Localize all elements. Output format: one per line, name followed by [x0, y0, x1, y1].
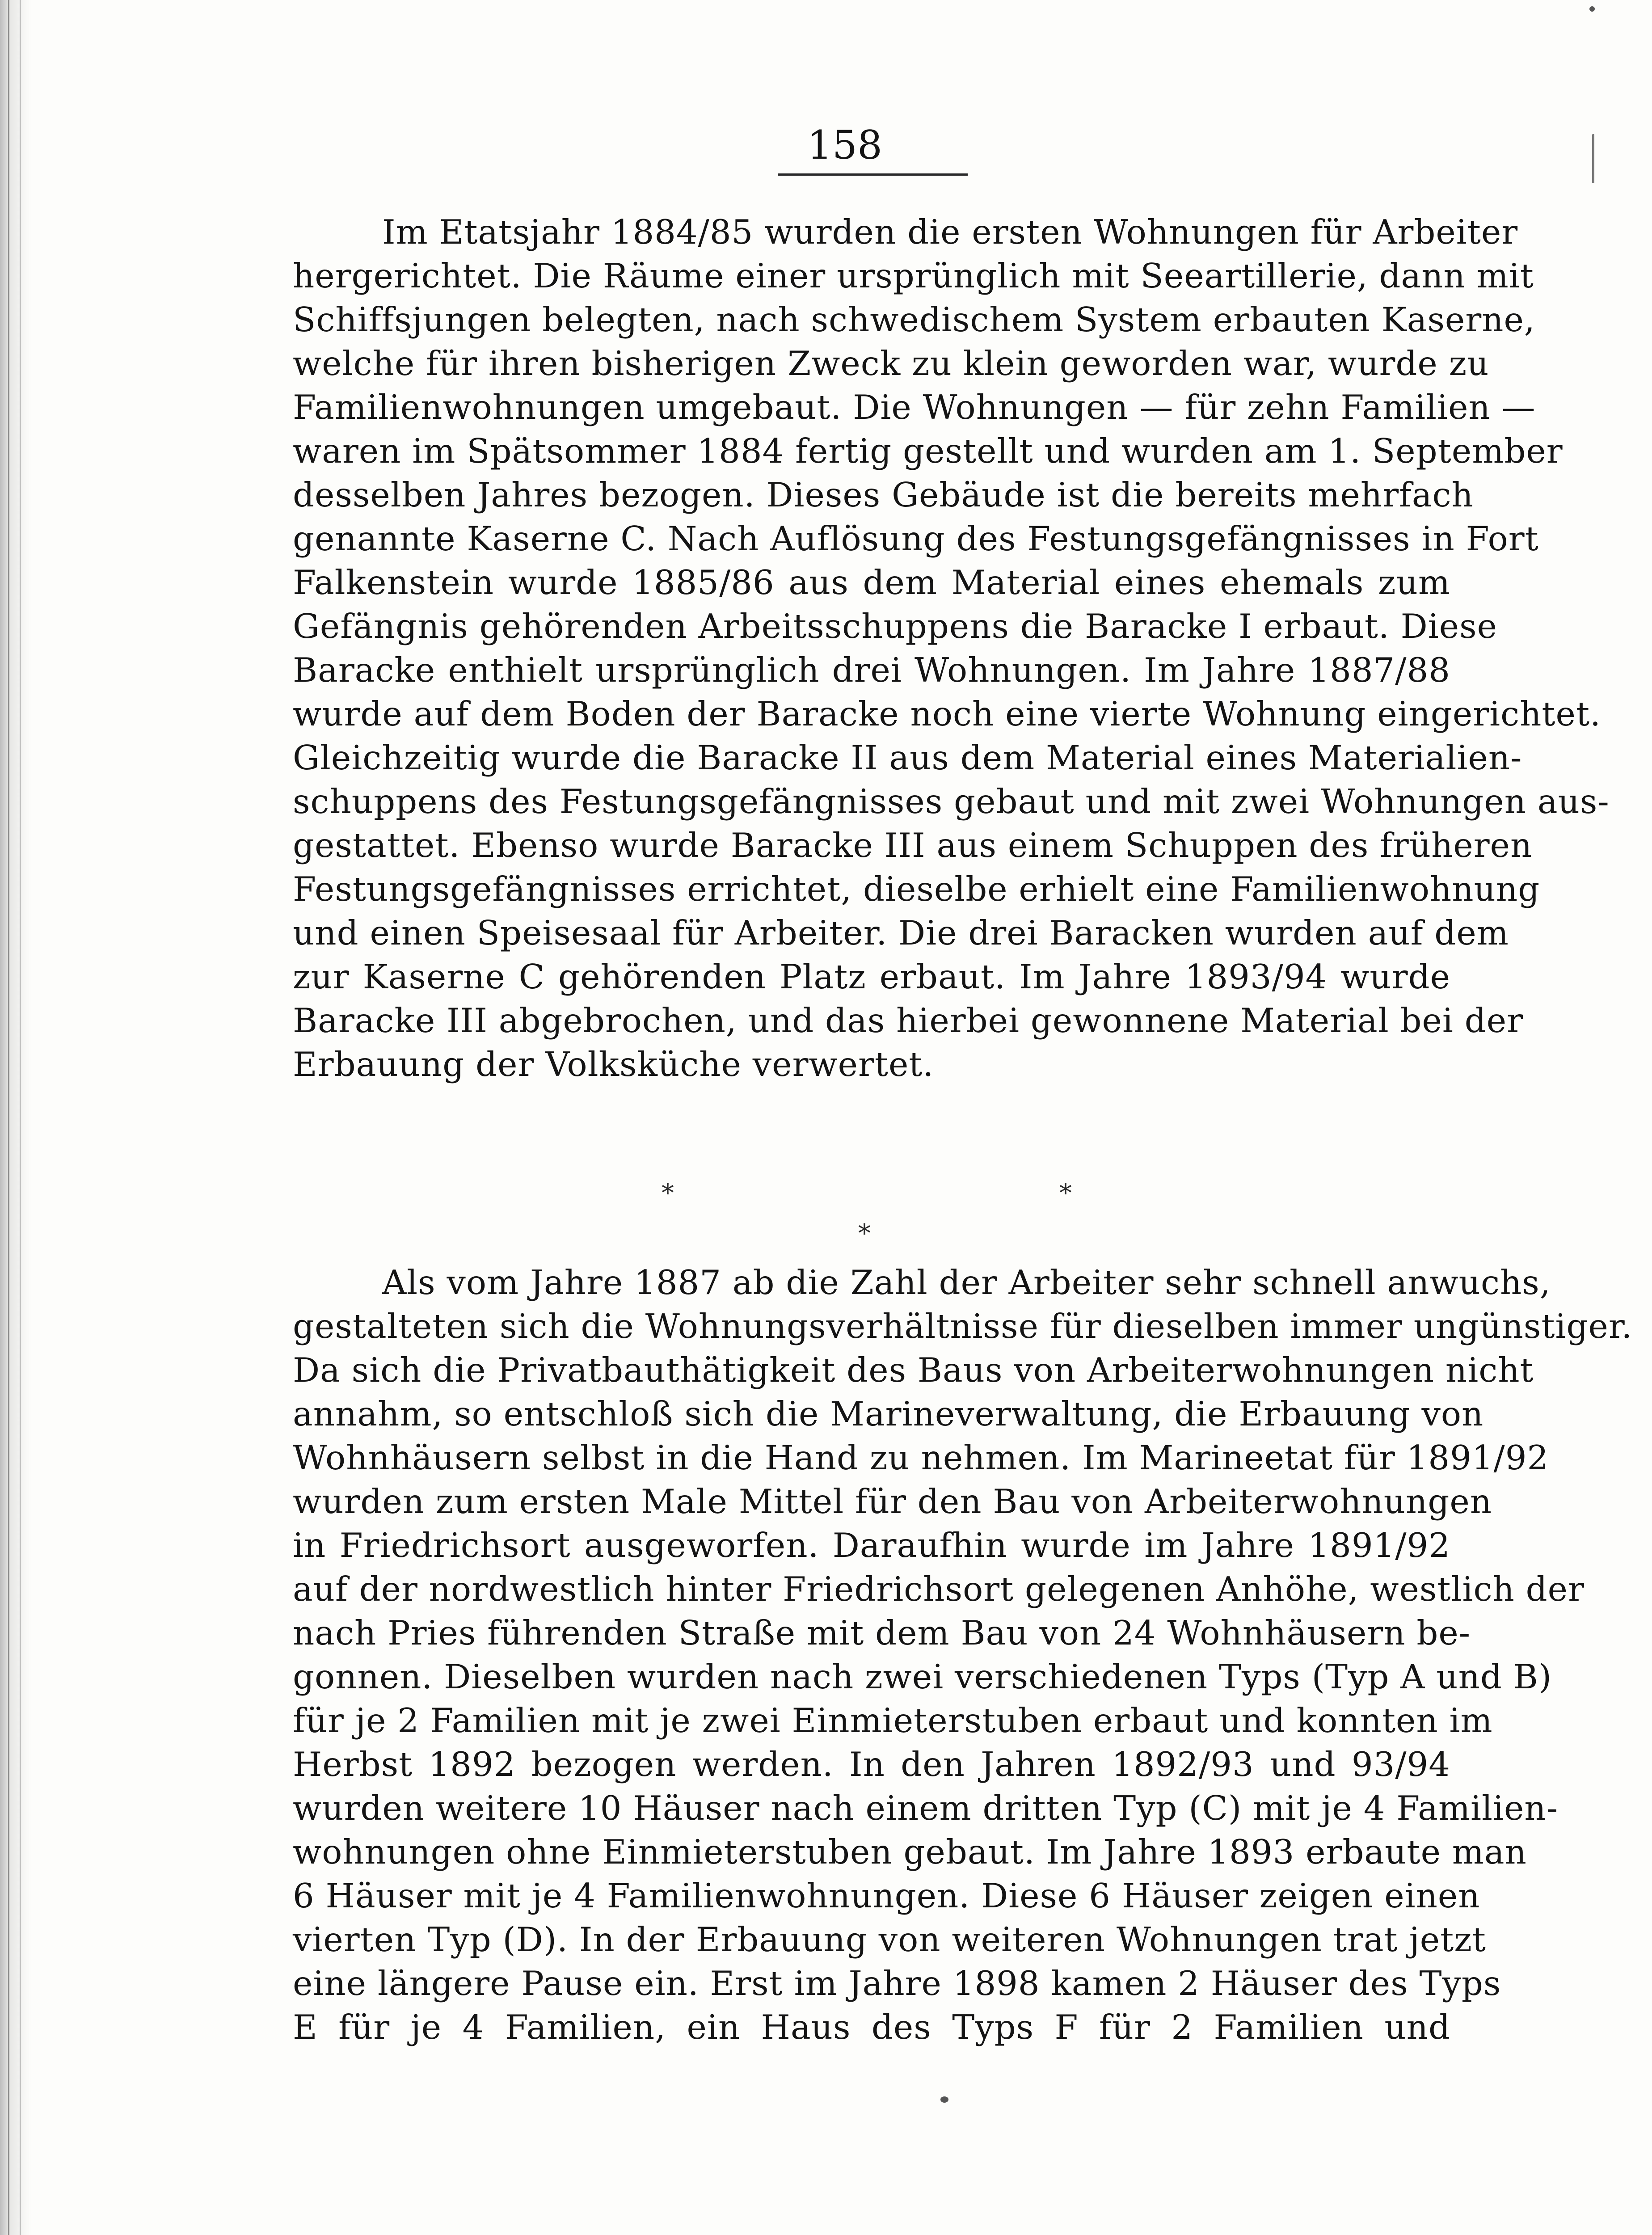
text-line: gestattet. Ebenso wurde Baracke III aus einem Schuppen des früheren: [293, 826, 1533, 865]
text-line: Baracke III abgebrochen, und das hierbei gewonnene Material bei der: [293, 1001, 1524, 1040]
paragraph-1: [293, 210, 1610, 1086]
text-line: wurden weitere 10 Häuser nach einem dritten Typ (C) mit je 4 Familien-: [293, 1788, 1559, 1828]
text-line: Schiffsjungen belegten, nach schwedischem System erbauten Kaserne,: [293, 300, 1535, 339]
text-line: annahm, so entschloß sich die Marineverwaltung, die Erbauung von: [293, 1394, 1484, 1434]
print-speck: [1592, 134, 1594, 183]
text-line: eine längere Pause ein. Erst im Jahre 1898 kamen 2 Häuser des Typs: [293, 1964, 1501, 2003]
asterism-star: *: [1059, 1179, 1072, 1208]
text-line: auf der nordwestlich hinter Friedrichsort gelegenen Anhöhe, westlich der: [293, 1569, 1585, 1609]
binding-line: [20, 0, 21, 2235]
text-line: gestalteten sich die Wohnungsverhältnisse für dieselben immer ungünstiger.: [293, 1307, 1633, 1346]
text-line: 6 Häuser mit je 4 Familienwohnungen. Diese 6 Häuser zeigen einen: [293, 1876, 1480, 1915]
text-line: wurden zum ersten Male Mittel für den Bau von Arbeiterwohnungen: [293, 1482, 1492, 1521]
binding-line: [8, 0, 9, 2235]
text-line: und einen Speisesaal für Arbeiter. Die drei Baracken wurden auf dem: [293, 913, 1509, 953]
text-line: Im Etatsjahr 1884/85 wurden die ersten Wohnungen für Arbeiter: [382, 212, 1518, 252]
text-line: Herbst 1892 bezogen werden. In den Jahren 1892/93 und 93/94: [293, 1745, 1450, 1784]
asterism-star: *: [858, 1219, 871, 1248]
text-line: Gleichzeitig wurde die Baracke II aus dem Material eines Materialien-: [293, 738, 1522, 777]
text-line: zur Kaserne C gehörenden Platz erbaut. Im Jahre 1893/94 wurde: [293, 957, 1450, 996]
text-line: Gefängnis gehörenden Arbeitsschuppens die Baracke I erbaut. Diese: [293, 607, 1498, 646]
print-speck: [940, 2096, 948, 2103]
text-line: wurde auf dem Boden der Baracke noch eine vierte Wohnung eingerichtet.: [293, 694, 1601, 734]
text-line: für je 2 Familien mit je zwei Einmieterstuben erbaut und konnten im: [293, 1701, 1493, 1740]
text-line: genannte Kaserne C. Nach Auflösung des Festungsgefängnisses in Fort: [293, 519, 1539, 558]
text-line: gonnen. Dieselben wurden nach zwei verschiedenen Typs (Typ A und B): [293, 1657, 1552, 1696]
text-line: E für je 4 Familien, ein Haus des Typs F für 2 Familien und: [293, 2007, 1450, 2047]
page-number-rule: [778, 173, 968, 176]
paragraph-2: [293, 1261, 1633, 2049]
text-line: Wohnhäusern selbst in die Hand zu nehmen. Im Marineetat für 1891/92: [293, 1438, 1549, 1477]
print-speck: [1589, 6, 1595, 12]
text-line: in Friedrichsort ausgeworfen. Daraufhin wurde im Jahre 1891/92: [293, 1526, 1450, 1565]
text-line: vierten Typ (D). In der Erbauung von weiteren Wohnungen trat jetzt: [293, 1920, 1486, 1959]
asterism-star: *: [662, 1179, 674, 1208]
text-line: desselben Jahres bezogen. Dieses Gebäude ist die bereits mehrfach: [293, 475, 1474, 514]
text-line: waren im Spätsommer 1884 fertig gestellt und wurden am 1. September: [293, 431, 1563, 471]
text-line: welche für ihren bisherigen Zweck zu klein geworden war, wurde zu: [293, 344, 1489, 383]
text-line: Familienwohnungen umgebaut. Die Wohnungen — für zehn Familien —: [293, 388, 1536, 427]
text-line: Erbauung der Volksküche verwertet.: [293, 1045, 934, 1084]
text-line: hergerichtet. Die Räume einer ursprünglich mit Seeartillerie, dann mit: [293, 256, 1534, 295]
text-line: Baracke enthielt ursprünglich drei Wohnungen. Im Jahre 1887/88: [293, 650, 1450, 690]
text-line: wohnungen ohne Einmieterstuben gebaut. Im Jahre 1893 erbaute man: [293, 1832, 1527, 1872]
text-line: Falkenstein wurde 1885/86 aus dem Material eines ehemals zum: [293, 563, 1450, 602]
text-line: Festungsgefängnisses errichtet, dieselbe erhielt eine Familienwohnung: [293, 869, 1540, 909]
page-number: 158: [807, 122, 882, 168]
text-line: Als vom Jahre 1887 ab die Zahl der Arbeiter sehr schnell anwuchs,: [382, 1263, 1551, 1302]
page-binding-shadow: [0, 0, 31, 2235]
text-line: nach Pries führenden Straße mit dem Bau von 24 Wohnhäusern be-: [293, 1613, 1471, 1653]
text-line: Da sich die Privatbauthätigkeit des Baus von Arbeiterwohnungen nicht: [293, 1350, 1534, 1390]
text-line: schuppens des Festungsgefängnisses gebaut und mit zwei Wohnungen aus-: [293, 782, 1610, 821]
